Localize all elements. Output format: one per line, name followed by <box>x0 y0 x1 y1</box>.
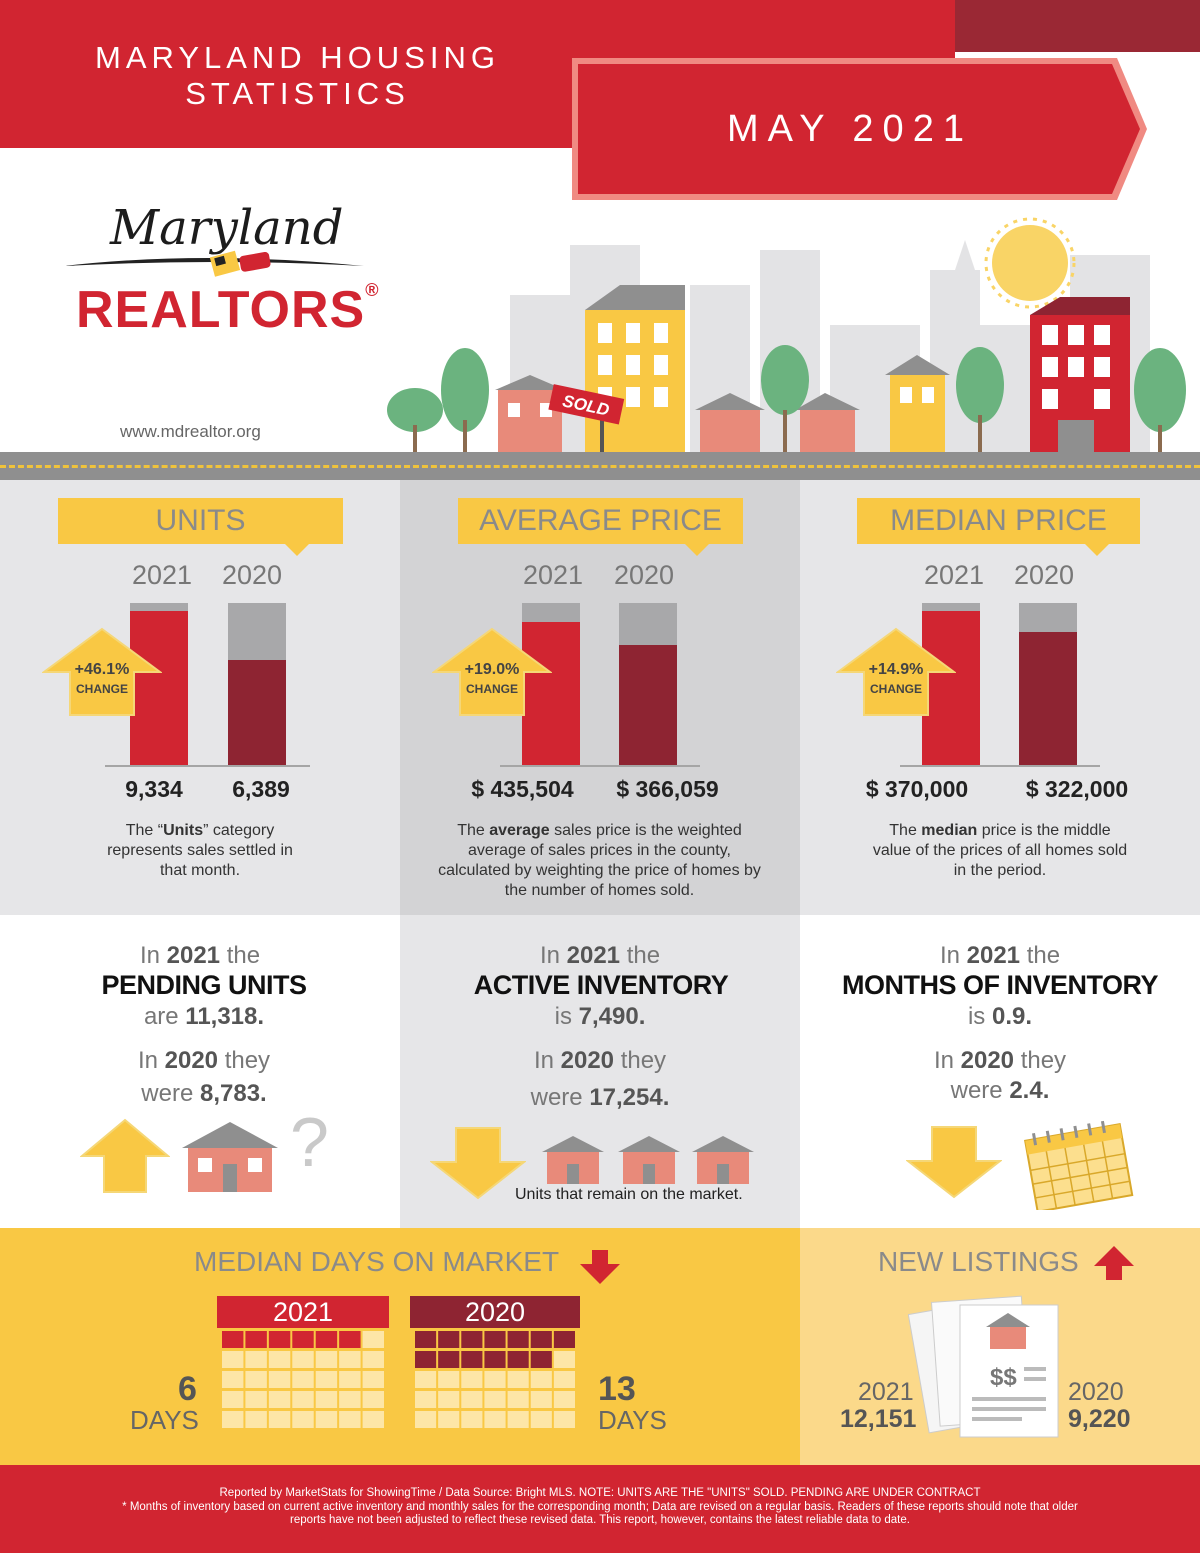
prev-year: 2020 <box>164 1047 219 1074</box>
desc-text: price is the middle value of the prices of all homes sold in the period. <box>872 822 1128 879</box>
intro-text: the <box>626 942 661 969</box>
website-url[interactable]: www.mdrealtor.org <box>120 422 261 441</box>
prev-year: 2020 <box>560 1047 615 1074</box>
calendar-day <box>363 1351 384 1368</box>
months-prev <box>800 1077 1200 1105</box>
intro-text: the <box>1026 942 1061 969</box>
calendar-day <box>316 1391 337 1408</box>
months-intro <box>800 942 1200 970</box>
intro-text: they <box>224 1047 271 1074</box>
units-description <box>95 821 305 881</box>
calendar-2020-header: 2020 <box>410 1296 580 1328</box>
verb-text: were <box>530 1084 583 1111</box>
median-change: +14.9% <box>868 661 924 678</box>
intro-text: In <box>139 942 160 969</box>
calendar-day <box>316 1331 337 1348</box>
average-price-label: AVERAGE PRICE <box>458 498 743 544</box>
median-bar-2020 <box>1019 632 1077 765</box>
calendar-day <box>363 1371 384 1388</box>
calendar-day <box>245 1371 266 1388</box>
calendar-day <box>292 1351 313 1368</box>
calendar-day <box>245 1351 266 1368</box>
calendar-day <box>316 1371 337 1388</box>
calendar-day <box>461 1411 482 1428</box>
footer-line-3: reports have not been adjusted to reflect these revised data. This report, however, contains the latest reliable data to date. <box>290 1514 910 1526</box>
units-value-2020: 6,389 <box>232 776 290 802</box>
pending-current <box>0 1003 408 1031</box>
active-current <box>400 1003 800 1031</box>
label-notch <box>285 544 309 556</box>
desc-emphasis: Units <box>163 822 204 839</box>
units-change: +46.1% <box>74 661 130 678</box>
median-year-b: 2020 <box>1014 560 1075 590</box>
months-prev-intro <box>800 1047 1200 1075</box>
intro-text: the <box>226 942 261 969</box>
calendar-day <box>438 1351 459 1368</box>
calendar-day <box>245 1391 266 1408</box>
verb-text: is <box>554 1003 572 1030</box>
calendar-day <box>339 1371 360 1388</box>
calendar-day <box>484 1371 505 1388</box>
up-arrow-icon <box>1094 1246 1134 1280</box>
calendar-day <box>292 1371 313 1388</box>
calendar-day <box>461 1331 482 1348</box>
calendar-day <box>554 1371 575 1388</box>
intro-year: 2021 <box>566 942 621 969</box>
calendar-day <box>363 1411 384 1428</box>
calendar-icon <box>1022 1118 1134 1210</box>
verb-text: are <box>143 1003 179 1030</box>
calendar-day <box>269 1351 290 1368</box>
active-prev-intro <box>400 1047 800 1075</box>
avg-value-2021: $ 435,504 <box>471 776 574 802</box>
calendar-day <box>438 1371 459 1388</box>
axis-line <box>500 765 700 767</box>
desc-text: The <box>889 822 922 839</box>
calendar-day <box>415 1371 436 1388</box>
calendar-day <box>461 1351 482 1368</box>
new-listings-value-b: 9,220 <box>1068 1405 1131 1433</box>
months-caption: MONTHS OF INVENTORY <box>841 970 1159 1000</box>
calendar-day <box>269 1411 290 1428</box>
label-notch <box>1085 544 1109 556</box>
active-value: 7,490. <box>578 1003 646 1030</box>
calendar-2021-grid <box>217 1328 389 1432</box>
calendar-day <box>531 1371 552 1388</box>
intro-text: In <box>533 1047 554 1074</box>
calendar-day <box>554 1351 575 1368</box>
units-value-2021: 9,334 <box>125 776 183 802</box>
calendar-day <box>415 1411 436 1428</box>
calendar-day <box>316 1411 337 1428</box>
question-mark-icon: ? <box>290 1103 329 1181</box>
calendar-day <box>508 1331 529 1348</box>
calendar-day <box>292 1331 313 1348</box>
units-change-label: CHANGE <box>75 682 128 696</box>
calendar-day <box>415 1331 436 1348</box>
city-illustration <box>370 215 1200 460</box>
desc-emphasis: average <box>489 822 550 839</box>
intro-text: In <box>539 942 560 969</box>
down-arrow-icon <box>430 1126 526 1200</box>
calendar-day <box>222 1351 243 1368</box>
days-2020-label: DAYS <box>598 1405 667 1435</box>
calendar-day <box>222 1371 243 1388</box>
houses-icon <box>542 1134 756 1184</box>
new-listings-year-a: 2021 <box>858 1378 914 1406</box>
down-arrow-icon <box>906 1125 1002 1199</box>
calendar-day <box>339 1411 360 1428</box>
units-bar-2020 <box>228 660 286 765</box>
house-icon <box>180 1120 280 1192</box>
logo-script: Maryland <box>110 200 344 256</box>
calendar-day <box>292 1391 313 1408</box>
calendar-2020-grid <box>410 1328 580 1432</box>
median-description <box>870 821 1130 881</box>
avg-year-a: 2021 <box>523 560 584 590</box>
desc-text: The <box>457 822 490 839</box>
median-year-a: 2021 <box>924 560 985 590</box>
footer-line-1: Reported by MarketStats for ShowingTime / Data Source: Bright MLS. NOTE: UNITS ARE THE "UNITS" SOLD. PENDING ARE UNDER CONTRACT <box>219 1487 981 1499</box>
calendar-day <box>415 1351 436 1368</box>
calendar-day <box>269 1331 290 1348</box>
listing-documents-icon <box>908 1285 1068 1445</box>
avg-change: +19.0% <box>464 661 520 678</box>
intro-text: In <box>933 1047 954 1074</box>
calendar-day <box>554 1331 575 1348</box>
road-line <box>0 465 1200 468</box>
calendar-day <box>363 1391 384 1408</box>
days-2021-value: 6 <box>178 1370 197 1408</box>
doc-symbol: $$ <box>990 1364 1017 1391</box>
calendar-day <box>339 1351 360 1368</box>
calendar-day <box>484 1351 505 1368</box>
calendar-day <box>531 1331 552 1348</box>
days-title: MEDIAN DAYS ON MARKET <box>194 1246 560 1277</box>
up-arrow-icon <box>80 1118 170 1194</box>
title-line-1: MARYLAND HOUSING <box>95 40 500 75</box>
calendar-day <box>245 1331 266 1348</box>
pending-prev-intro <box>0 1047 408 1075</box>
sun-icon <box>992 225 1068 301</box>
verb-text: were <box>141 1080 194 1107</box>
calendar-day <box>554 1411 575 1428</box>
calendar-day <box>415 1391 436 1408</box>
calendar-day <box>461 1391 482 1408</box>
calendar-day <box>484 1411 505 1428</box>
calendar-day <box>531 1391 552 1408</box>
median-price-label: MEDIAN PRICE <box>857 498 1140 544</box>
logo-realtors-text: REALTORS <box>76 281 366 339</box>
pending-prev-value: 8,783. <box>199 1080 267 1107</box>
calendar-day <box>438 1391 459 1408</box>
page-title <box>0 40 595 112</box>
avg-change-label: CHANGE <box>465 682 518 696</box>
new-listings-value-a: 12,151 <box>840 1405 917 1433</box>
calendar-day <box>363 1331 384 1348</box>
calendar-day <box>484 1331 505 1348</box>
avg-value-2020: $ 366,059 <box>616 776 719 802</box>
calendar-day <box>245 1411 266 1428</box>
calendar-day <box>222 1331 243 1348</box>
header-accent <box>955 0 1200 52</box>
calendar-day <box>508 1411 529 1428</box>
desc-text: ” category represents sales settled in that month. <box>107 822 293 879</box>
desc-emphasis: median <box>921 822 978 839</box>
months-current <box>800 1003 1200 1031</box>
calendar-day <box>508 1351 529 1368</box>
calendar-day <box>292 1411 313 1428</box>
pending-caption: PENDING UNITS <box>101 970 307 1000</box>
calendar-day <box>339 1391 360 1408</box>
calendar-day <box>508 1371 529 1388</box>
new-listings-year-b: 2020 <box>1068 1378 1124 1406</box>
desc-text: The “ <box>125 822 164 839</box>
avg-bar-2020 <box>619 645 677 765</box>
median-value-2021: $ 370,000 <box>865 776 969 802</box>
calendar-2021-header: 2021 <box>217 1296 389 1328</box>
calendar-day <box>531 1411 552 1428</box>
registered-mark: ® <box>365 280 380 300</box>
footer-line-2: * Months of inventory based on current active inventory and monthly sales for the corresponding month; Data are revised on a regular basis. Readers of these reports should note that older <box>122 1501 1078 1513</box>
intro-text: In <box>137 1047 158 1074</box>
axis-line <box>105 765 310 767</box>
active-prev-value: 17,254. <box>589 1084 670 1111</box>
down-arrow-icon <box>580 1250 620 1284</box>
calendar-day <box>339 1331 360 1348</box>
months-value: 0.9. <box>991 1003 1033 1030</box>
active-note: Units that remain on the market. <box>515 1186 743 1203</box>
units-year-a: 2021 <box>132 560 193 590</box>
calendar-day <box>269 1391 290 1408</box>
intro-year: 2021 <box>166 942 221 969</box>
label-notch <box>685 544 709 556</box>
new-listings-title: NEW LISTINGS <box>878 1246 1079 1277</box>
months-prev-value: 2.4. <box>1009 1077 1050 1104</box>
sold-sign-label: SOLD <box>560 391 611 420</box>
calendar-day <box>222 1411 243 1428</box>
days-2020-value: 13 <box>598 1370 636 1408</box>
calendar-day <box>438 1331 459 1348</box>
calendar-day <box>222 1391 243 1408</box>
intro-text: they <box>620 1047 667 1074</box>
calendar-day <box>316 1351 337 1368</box>
calendar-day <box>461 1371 482 1388</box>
avg-description <box>432 821 767 901</box>
calendar-day <box>531 1351 552 1368</box>
median-change-label: CHANGE <box>869 682 922 696</box>
intro-text: In <box>939 942 960 969</box>
period-label: MAY 2021 <box>727 108 973 150</box>
active-caption: ACTIVE INVENTORY <box>473 970 729 1000</box>
active-intro <box>400 942 800 970</box>
days-2021-label: DAYS <box>130 1405 199 1435</box>
verb-text: is <box>967 1003 986 1030</box>
median-value-2020: $ 322,000 <box>1025 776 1129 802</box>
axis-line <box>900 765 1100 767</box>
units-year-b: 2020 <box>222 560 283 590</box>
units-label: UNITS <box>58 498 343 544</box>
active-prev <box>400 1084 800 1112</box>
logo-realtors <box>76 280 379 340</box>
calendar-day <box>484 1391 505 1408</box>
pending-value: 11,318. <box>185 1003 265 1030</box>
calendar-day <box>554 1391 575 1408</box>
prev-year: 2020 <box>960 1047 1015 1074</box>
intro-text: they <box>1020 1047 1067 1074</box>
verb-text: were <box>950 1077 1003 1104</box>
calendar-day <box>269 1371 290 1388</box>
calendar-day <box>438 1411 459 1428</box>
calendar-day <box>508 1391 529 1408</box>
avg-year-b: 2020 <box>614 560 675 590</box>
desc-text: sales price is the weighted average of sales prices in the county, calculated by weighting the price of homes by the number of homes sold. <box>438 822 761 899</box>
pending-prev <box>0 1080 408 1108</box>
pending-intro <box>0 942 400 970</box>
intro-year: 2021 <box>966 942 1021 969</box>
title-line-2: STATISTICS <box>185 76 410 111</box>
